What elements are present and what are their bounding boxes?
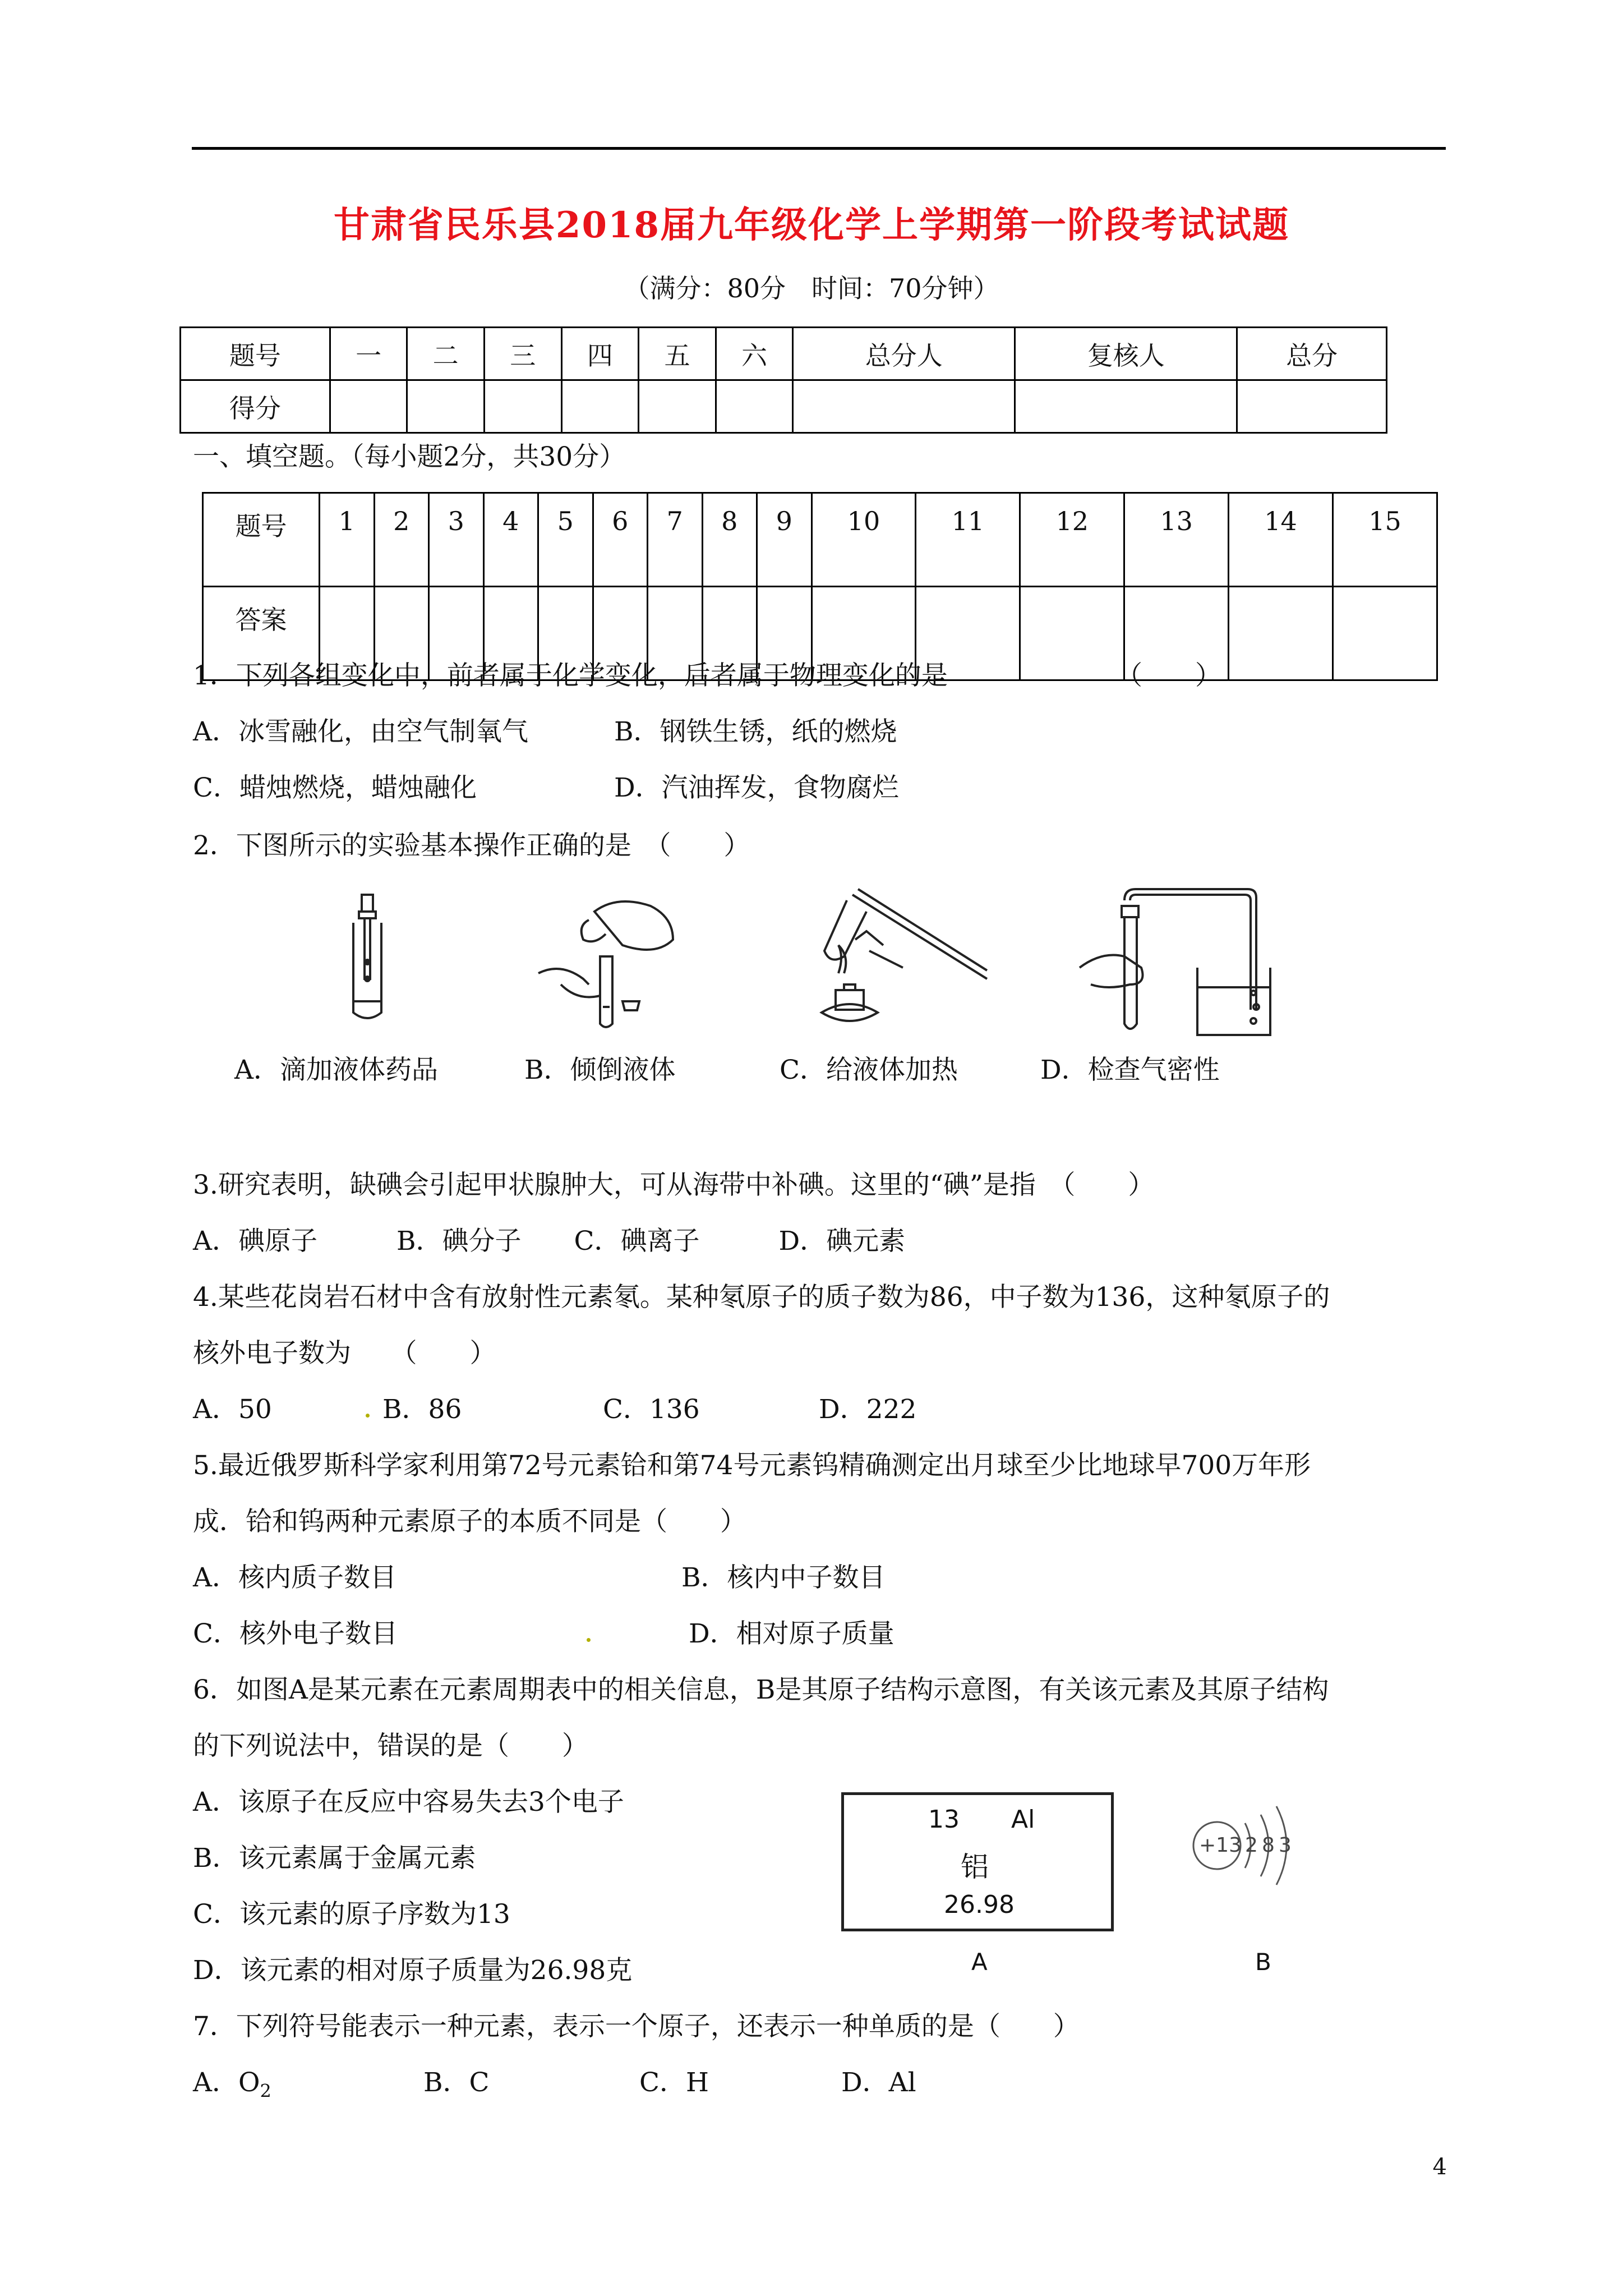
score-table-score-row xyxy=(181,380,1387,433)
score-header-cell: 总分 xyxy=(1237,328,1387,380)
score-header-cell: 四 xyxy=(561,328,639,380)
answer-number-cell: 11 xyxy=(916,493,1020,587)
q5-stem-line2: 成．铪和钨两种元素原子的本质不同是（ ） xyxy=(193,1506,746,1537)
q5-stem-line1: 5.最近俄罗斯科学家利用第72号元素铪和第74号元素钨精确测定出月球至少比地球早700万年形 xyxy=(193,1450,1311,1481)
q6-option-d: D．该元素的相对原子质量为26.98克 xyxy=(193,1955,633,1986)
q4-stem-line1: 4.某些花岗岩石材中含有放射性元素氡。某种氡原子的质子数为86，中子数为136，这种氡原子的 xyxy=(193,1282,1330,1313)
q6-stem-line2: 的下列说法中，错误的是（ ） xyxy=(193,1731,588,1761)
q6-option-b: B．该元素属于金属元素 xyxy=(193,1843,476,1874)
score-cell xyxy=(561,380,639,433)
score-cell xyxy=(330,380,407,433)
score-header-cell: 二 xyxy=(407,328,485,380)
airtightness-figure xyxy=(1068,884,1276,1046)
answer-number-cell: 6 xyxy=(593,493,648,587)
score-header-cell: 三 xyxy=(484,328,561,380)
q2-stem: 2．下图所示的实验基本操作正确的是 （ ） xyxy=(193,830,750,861)
q7-option-b: B．C xyxy=(423,2067,490,2098)
q5-option-d: D．相对原子质量 xyxy=(689,1618,895,1649)
answer-number-cell: 2 xyxy=(374,493,429,587)
q6-option-a: A．该原子在反应中容易失去3个电子 xyxy=(193,1787,624,1818)
element-name: 铝 xyxy=(961,1851,989,1883)
answer-number-cell: 5 xyxy=(538,493,593,587)
q1-option-c: C．蜡烛燃烧，蜡烛融化 xyxy=(193,772,477,803)
answer-number-cell: 12 xyxy=(1020,493,1124,587)
q2-option-a: A．滴加液体药品 xyxy=(234,1055,438,1085)
heat-liquid-figure xyxy=(808,878,993,1046)
nucleus-charge: +13 xyxy=(1199,1834,1242,1857)
q5-option-c: C．核外电子数目 xyxy=(193,1618,398,1649)
q7-option-d: D．Al xyxy=(841,2067,916,2098)
answer-number-cell: 13 xyxy=(1124,493,1229,587)
score-row-label: 得分 xyxy=(181,380,330,433)
exam-title: 甘肃省民乐县2018届九年级化学上学期第一阶段考试试题 xyxy=(333,204,1290,246)
q1-bracket: （ ） xyxy=(1116,660,1221,691)
section-heading: 一、填空题。（每小题2分，共30分） xyxy=(193,441,626,472)
score-header-cell: 六 xyxy=(716,328,793,380)
q7-option-a xyxy=(193,2066,271,2108)
answer-number-cell: 15 xyxy=(1332,493,1437,587)
element-mass: 26.98 xyxy=(944,1890,1015,1919)
q7-option-a-subscript: 2 xyxy=(260,2080,271,2102)
answer-q-label: 题号 xyxy=(203,493,320,587)
shell-electrons-1: 2 xyxy=(1245,1834,1258,1857)
q1-option-a: A．冰雪融化，由空气制氧气 xyxy=(193,716,528,747)
q1-stem: 1．下列各组变化中，前者属于化学变化，后者属于物理变化的是 xyxy=(193,660,948,691)
q1-option-d: D．汽油挥发，食物腐烂 xyxy=(614,772,899,803)
q3-stem: 3.研究表明，缺碘会引起甲状腺肿大，可从海带中补碘。这里的“碘”是指 （ ） xyxy=(193,1170,1155,1200)
score-table xyxy=(179,326,1387,434)
q2-option-c: C．给液体加热 xyxy=(780,1055,958,1085)
shell-electrons-2: 8 xyxy=(1262,1834,1275,1857)
score-cell xyxy=(1237,380,1387,433)
answer-number-cell: 14 xyxy=(1229,493,1333,587)
score-header-cell: 题号 xyxy=(181,328,330,380)
q5-option-a: A．核内质子数目 xyxy=(193,1562,396,1593)
q7-stem: 7．下列符号能表示一种元素，表示一个原子，还表示一种单质的是（ ） xyxy=(193,2011,1080,2042)
score-table-header-row xyxy=(181,328,1387,380)
score-cell xyxy=(1015,380,1237,433)
answer-table-number-row xyxy=(203,493,1437,587)
figure-label-b: B xyxy=(1255,1948,1271,1976)
score-header-cell: 五 xyxy=(639,328,716,380)
q1-option-b: B．钢铁生锈，纸的燃烧 xyxy=(614,716,897,747)
answer-number-cell: 7 xyxy=(648,493,703,587)
q4-option-b: B．86 xyxy=(382,1394,462,1425)
score-cell xyxy=(716,380,793,433)
q2-option-b: B．倾倒液体 xyxy=(524,1055,676,1085)
figure-label-a: A xyxy=(971,1948,988,1976)
score-cell xyxy=(639,380,716,433)
q2-option-d: D．检查气密性 xyxy=(1040,1055,1220,1085)
answer-number-cell: 4 xyxy=(483,493,538,587)
answer-cell xyxy=(1332,587,1437,680)
q7-option-c: C．H xyxy=(639,2067,709,2098)
answer-number-cell: 3 xyxy=(429,493,484,587)
score-cell xyxy=(407,380,485,433)
element-card xyxy=(841,1792,1114,1931)
answer-table xyxy=(202,492,1438,681)
score-cell xyxy=(793,380,1015,433)
answer-number-cell: 10 xyxy=(811,493,916,587)
q6-option-c: C．该元素的原子序数为13 xyxy=(193,1899,510,1930)
q6-stem-line1: 6．如图A是某元素在元素周期表中的相关信息，B是其原子结构示意图，有关该元素及其原子结构 xyxy=(193,1674,1329,1705)
q4-option-c: C．136 xyxy=(603,1394,700,1425)
pour-liquid-figure xyxy=(527,889,695,1035)
answer-number-cell: 1 xyxy=(320,493,375,587)
q3-options: A．碘原子 B．碘分子 C．碘离子 D．碘元素 xyxy=(193,1226,906,1257)
element-symbol: Al xyxy=(1011,1805,1035,1834)
answer-a-label: 答案 xyxy=(203,587,320,680)
q7-option-a-prefix: A．O xyxy=(193,2067,260,2098)
q4-option-a: A．50 xyxy=(193,1394,272,1425)
answer-cell xyxy=(1229,587,1333,680)
score-header-cell: 复核人 xyxy=(1015,328,1237,380)
exam-subtitle: （满分：80分 时间：70分钟） xyxy=(624,273,999,303)
stray-mark xyxy=(366,1414,370,1418)
answer-cell xyxy=(1020,587,1124,680)
stray-mark xyxy=(587,1638,591,1642)
header-rule xyxy=(192,147,1446,150)
answer-number-cell: 9 xyxy=(757,493,812,587)
atom-diagram xyxy=(1189,1787,1312,1904)
score-header-cell: 一 xyxy=(330,328,407,380)
answer-number-cell: 8 xyxy=(702,493,757,587)
page-number: 4 xyxy=(1432,2154,1447,2180)
q4-stem-line2: 核外电子数为 （ ） xyxy=(193,1338,496,1369)
q4-option-d: D．222 xyxy=(819,1394,917,1425)
score-cell xyxy=(484,380,561,433)
q5-option-b: B．核内中子数目 xyxy=(681,1562,886,1593)
score-header-cell: 总分人 xyxy=(793,328,1015,380)
element-number: 13 xyxy=(928,1805,960,1834)
shell-electrons-3: 3 xyxy=(1279,1834,1292,1857)
dropper-figure xyxy=(336,889,398,1024)
